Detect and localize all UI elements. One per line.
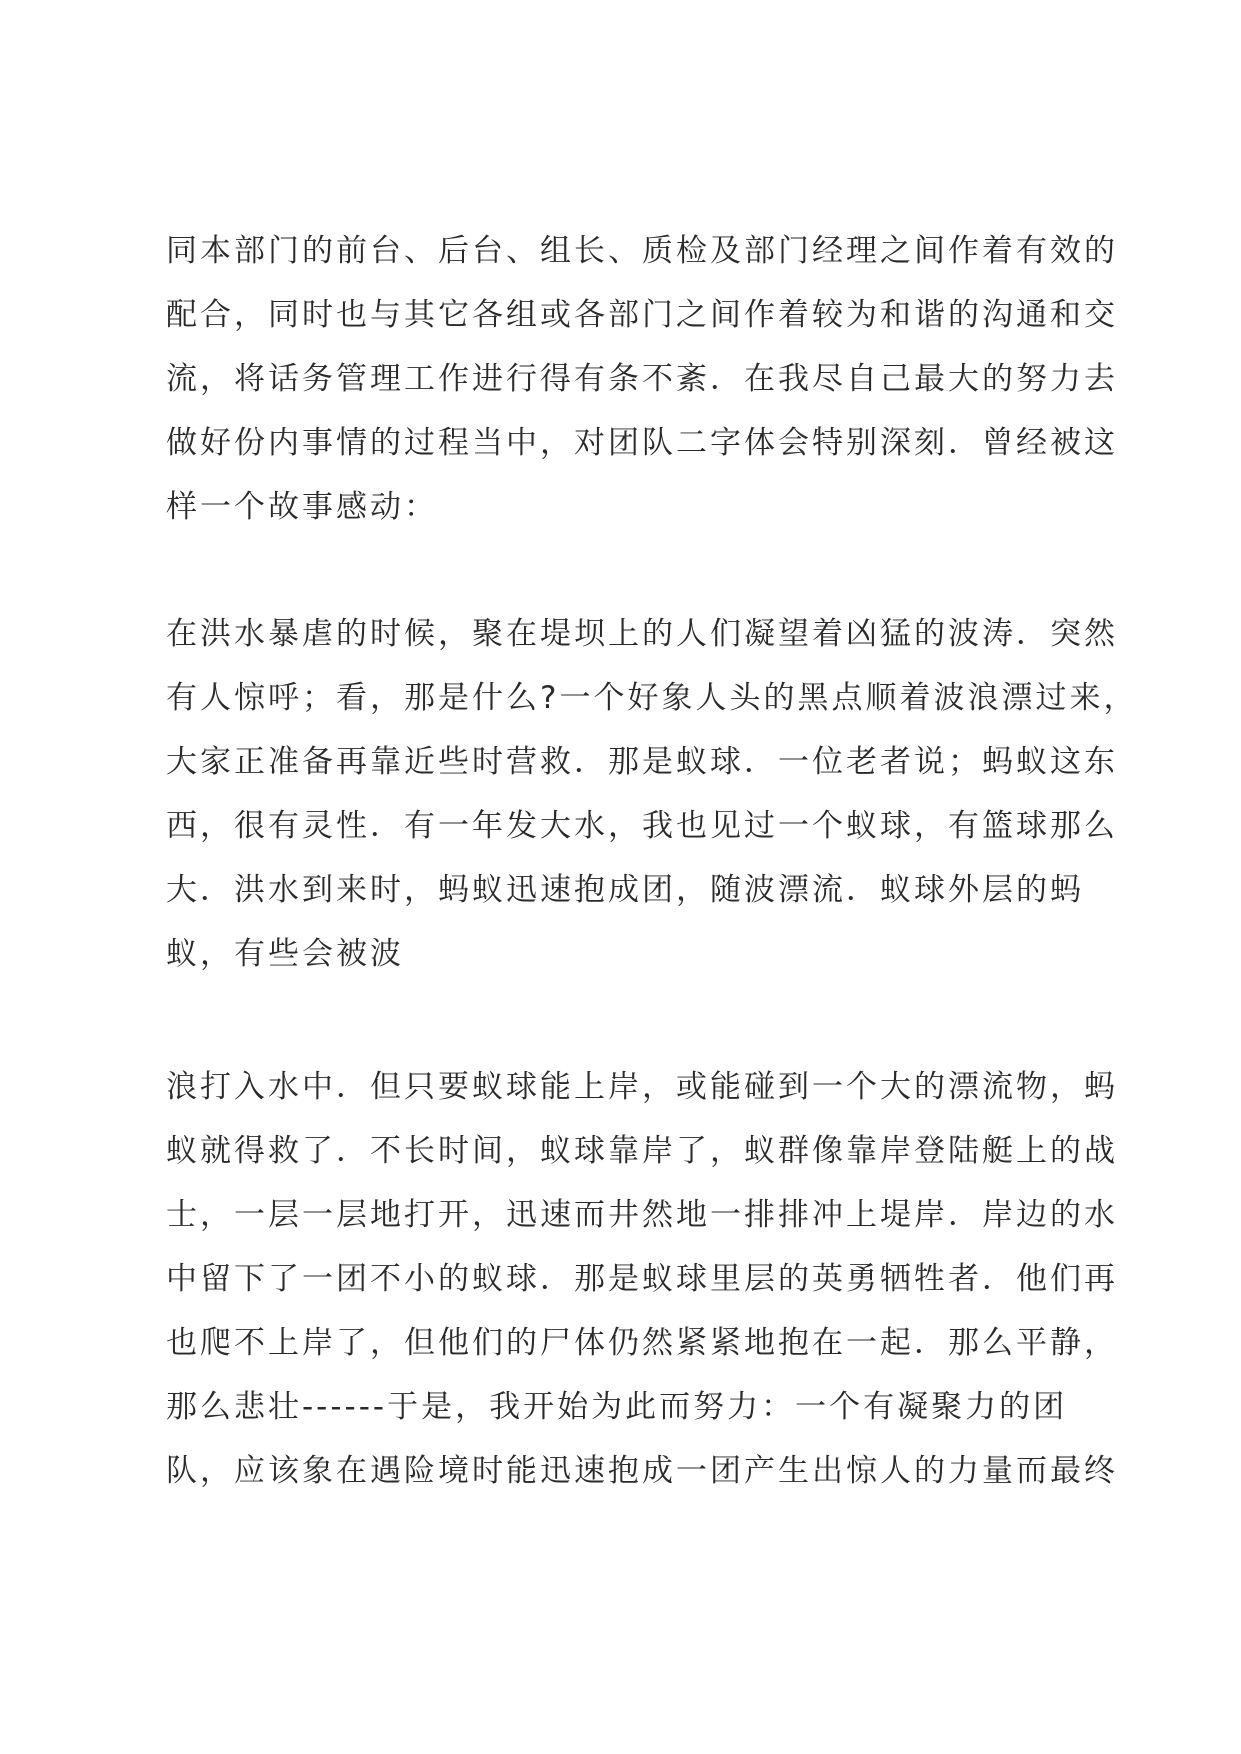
text-line: 蚁就得救了．不长时间，蚁球靠岸了，蚁群像靠岸登陆艇上的战 [166,1133,1118,1169]
text-line: 样一个故事感动： [166,489,438,525]
text-line: 那么悲壮------于是，我开始为此而努力：一个有凝聚力的团 [166,1389,1068,1425]
text-line: 浪打入水中．但只要蚁球能上岸，或能碰到一个大的漂流物，蚂 [166,1069,1118,1105]
text-line: 队，应该象在遇险境时能迅速抱成一团产生出惊人的力量而最终 [166,1453,1118,1489]
paragraph-3 [166,1055,1118,1503]
paragraph-1 [166,219,1118,539]
text-line: 中留下了一团不小的蚁球．那是蚁球里层的英勇牺牲者．他们再 [166,1261,1118,1297]
text-line: 大家正准备再靠近些时营救．那是蚁球．一位老者说；蚂蚁这东 [166,744,1118,780]
text-line: 同本部门的前台、后台、组长、质检及部门经理之间作着有效的 [166,233,1118,269]
text-line: 配合，同时也与其它各组或各部门之间作着较为和谐的沟通和交 [166,297,1118,333]
paragraph-2 [166,602,1138,986]
text-line: 士，一层一层地打开，迅速而井然地一排排冲上堤岸．岸边的水 [166,1197,1118,1233]
text-line: 流，将话务管理工作进行得有条不紊．在我尽自己最大的努力去 [166,361,1118,397]
text-line: 西，很有灵性．有一年发大水，我也见过一个蚁球，有篮球那么 [166,808,1118,844]
text-line: 大．洪水到来时，蚂蚁迅速抱成团，随波漂流．蚁球外层的蚂 [166,872,1084,908]
text-line: 也爬不上岸了，但他们的尸体仍然紧紧地抱在一起．那么平静， [166,1325,1118,1361]
text-line: 做好份内事情的过程当中，对团队二字体会特别深刻．曾经被这 [166,425,1118,461]
text-line: 蚁，有些会被波 [166,936,404,972]
text-line: 有人惊呼；看，那是什么?一个好象人头的黑点顺着波浪漂过来， [166,680,1138,716]
text-line: 在洪水暴虐的时候，聚在堤坝上的人们凝望着凶猛的波涛．突然 [166,616,1118,652]
